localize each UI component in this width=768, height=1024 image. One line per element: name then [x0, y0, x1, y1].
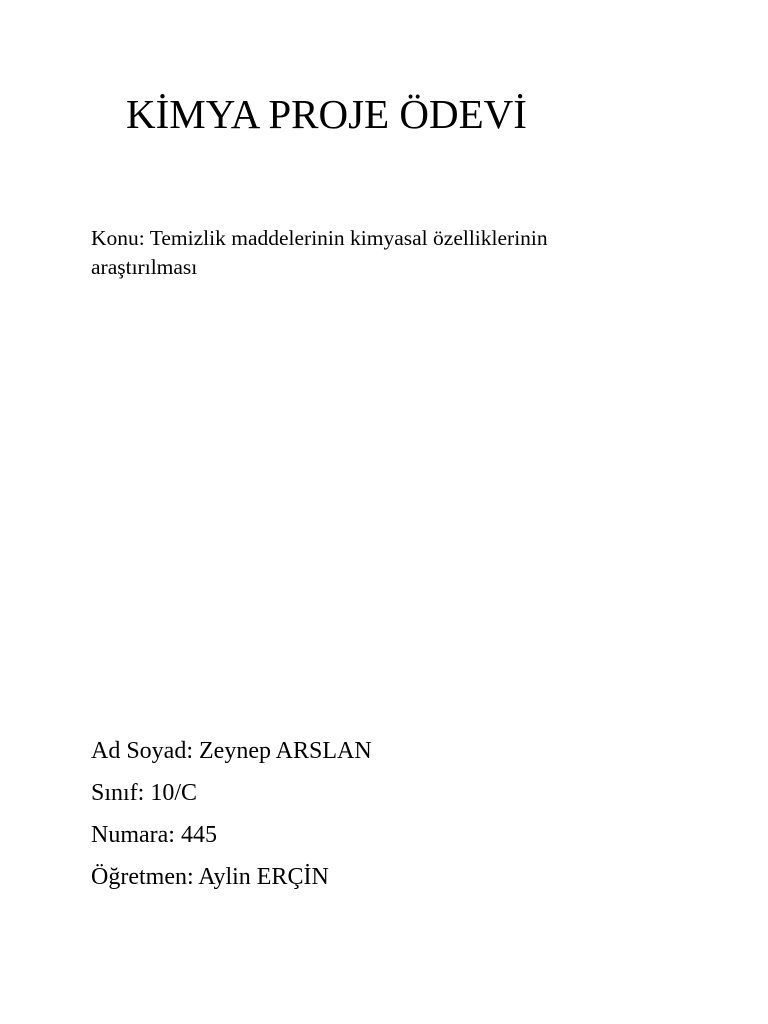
student-name: Ad Soyad: Zeynep ARSLAN	[91, 738, 372, 764]
topic-line-2: araştırılması	[91, 255, 198, 279]
student-class: Sınıf: 10/C	[91, 780, 198, 806]
topic-line-1: Konu: Temizlik maddelerinin kimyasal özelliklerinin	[91, 226, 548, 250]
student-info	[91, 730, 372, 898]
document-title: KİMYA PROJE ÖDEVİ	[126, 91, 527, 137]
teacher-name: Öğretmen: Aylin ERÇİN	[91, 864, 329, 890]
student-number: Numara: 445	[91, 822, 217, 848]
topic-text	[91, 224, 651, 282]
